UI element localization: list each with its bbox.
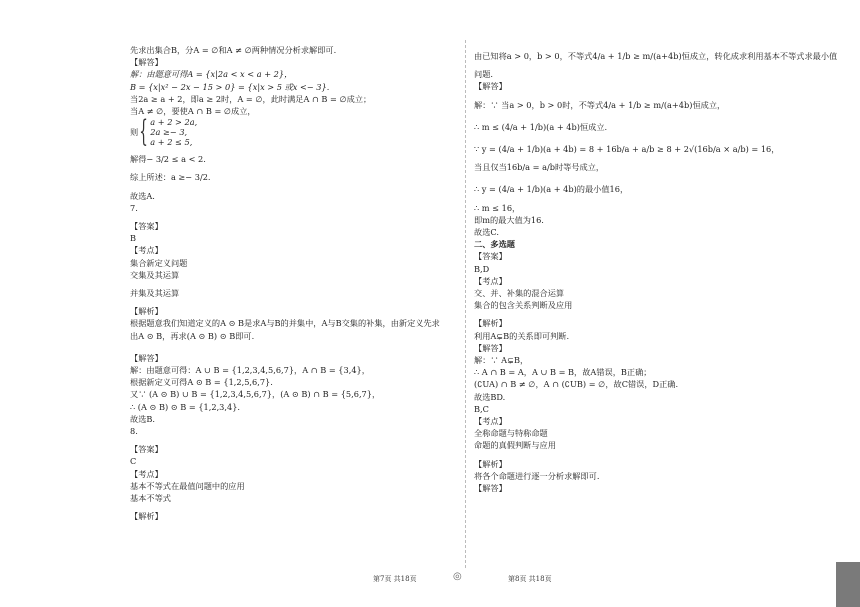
text-line: 解：∵ 当a > 0，b > 0时，不等式4/a + 1/b ≥ m/(a+4b)恒成立， <box>474 99 726 110</box>
text-line: 解得− 3/2 ≤ a < 2. <box>130 154 206 165</box>
text-line: 故选B. <box>130 413 155 424</box>
text-line: 集合新定义问题 <box>130 257 188 268</box>
section-heading: 【解答】 <box>474 483 507 494</box>
section-heading: 【答案】 <box>130 221 163 232</box>
text-line: 问题. <box>474 69 493 80</box>
section-heading: 【答案】 <box>474 251 507 262</box>
text-line: ∴ y = (4/a + 1/b)(a + 4b)的最小值16， <box>474 184 629 195</box>
text-line: 交集及其运算 <box>130 269 180 280</box>
brace-symbol: { <box>139 114 149 150</box>
system-line: a + 2 ≤ 5, <box>150 137 193 148</box>
section-heading: 【答案】 <box>130 444 163 455</box>
text-line: 利用A⊊B的关系即可判断. <box>474 330 570 341</box>
text-line: 根据题意我们知道定义的A ⊙ B是求A与B的并集中，A与B交集的补集，由新定义先求 <box>130 318 440 329</box>
text-line: 解：∵ A⊊B， <box>474 355 529 366</box>
answer: B,C <box>474 403 489 414</box>
text-line: 当A ≠ ∅，要使A ∩ B = ∅成立， <box>130 106 256 117</box>
text-line: 命题的真假判断与应用 <box>474 440 556 451</box>
text-line: 当且仅当16b/a = a/b时等号成立， <box>474 162 605 173</box>
section-heading: 【解析】 <box>474 318 507 329</box>
section-heading: 【解答】 <box>474 81 507 92</box>
text-line: 先求出集合B，分A = ∅和A ≠ ∅两种情况分析求解即可. <box>130 45 337 55</box>
section-heading: 【解析】 <box>130 306 163 317</box>
answer: B,D <box>474 263 490 274</box>
text-line: 基本不等式 <box>130 493 171 504</box>
section-heading: 【解答】 <box>474 342 507 353</box>
text-line: 基本不等式在最值问题中的应用 <box>130 480 245 491</box>
text-line: 故选C. <box>474 227 499 238</box>
section-heading: 【解析】 <box>474 458 507 469</box>
text-line: (∁UA) ∩ B ≠ ∅，A ∩ (∁UB) = ∅，故C错误，D正确. <box>474 379 679 390</box>
text-line: 解：由题意可得A = {x|2a < x < a + 2}， <box>130 69 293 80</box>
text-line: ∴ m ≤ 16， <box>474 202 521 213</box>
section-heading: 【解答】 <box>130 352 163 363</box>
text-line: 故选A. <box>130 190 155 201</box>
binding-circle-icon: ◎ <box>453 571 462 582</box>
text-line: ∵ y = (4/a + 1/b)(a + 4b) = 8 + 16b/a + a/b ≥ 8 + 2√(16b/a × a/b) = 16， <box>474 144 780 155</box>
text-line: 根据新定义可得A ⊙ B = {1,2,5,6,7}. <box>130 377 273 388</box>
text-line: 全称命题与特称命题 <box>474 428 548 439</box>
inequality-system <box>130 114 460 150</box>
text-line: B = {x|x² − 2x − 15 > 0} = {x|x > 5 或x <− 3}. <box>130 81 330 92</box>
text-line: ∴ A ∩ B = A，A ∪ B = B，故A错误，B正确； <box>474 367 652 378</box>
text-line: 综上所述：a ≥− 3/2. <box>130 172 211 183</box>
right-column <box>474 44 838 494</box>
text-line: ∴ (A ⊙ B) ⊙ B = {1,2,3,4}. <box>130 401 241 412</box>
text-line: 故选BD. <box>474 391 506 402</box>
text-line: 解：由题意可得：A ∪ B = {1,2,3,4,5,6,7}，A ∩ B = {3,4}， <box>130 365 370 376</box>
text-line: 出A ⊙ B，再求(A ⊙ B) ⊙ B即可. <box>130 330 255 341</box>
page-number-left: 第7页 共18页 <box>373 575 417 583</box>
text-line: 由已知将a > 0，b > 0，不等式4/a + 1/b ≥ m/(a+4b)恒成立，转化成求利用基本不等式求最小值 <box>474 51 838 61</box>
section-heading: 【考点】 <box>130 468 163 479</box>
question-number: 7. <box>130 202 138 213</box>
system-line: a + 2 > 2a, <box>150 117 198 128</box>
answer: C <box>130 456 137 467</box>
text-line: 将各个命题进行逐一分析求解即可. <box>474 470 600 481</box>
text-line: 当2a ≥ a + 2，即a ≥ 2时，A = ∅，此时满足A ∩ B = ∅成立； <box>130 93 372 104</box>
section-heading: 【解析】 <box>130 511 163 522</box>
column-divider <box>465 40 466 568</box>
left-column <box>130 44 460 523</box>
section-heading: 【考点】 <box>130 245 163 256</box>
text-line: 即m的最大值为16. <box>474 214 544 225</box>
text-line: 则 <box>130 127 139 138</box>
text-line: 又∵ (A ⊙ B) ∪ B = {1,2,3,4,5,6,7}，(A ⊙ B) ∩ B = {5,6,7}， <box>130 389 381 400</box>
section-heading: 【考点】 <box>474 275 507 286</box>
text-line: 并集及其运算 <box>130 288 180 299</box>
section-heading: 【解答】 <box>130 57 163 68</box>
answer: B <box>130 233 137 244</box>
page-number-right: 第8页 共18页 <box>508 575 552 583</box>
corner-tab <box>836 562 860 607</box>
text-line: 集合的包含关系判断及应用 <box>474 300 573 311</box>
question-number: 8. <box>130 426 138 437</box>
text-line: ∴ m ≤ (4/a + 1/b)(a + 4b)恒成立. <box>474 121 608 132</box>
system-line: 2a ≥− 3, <box>150 127 188 138</box>
text-line: 交、并、补集的混合运算 <box>474 288 565 299</box>
section-title: 二、多选题 <box>474 239 515 250</box>
section-heading: 【考点】 <box>474 416 507 427</box>
